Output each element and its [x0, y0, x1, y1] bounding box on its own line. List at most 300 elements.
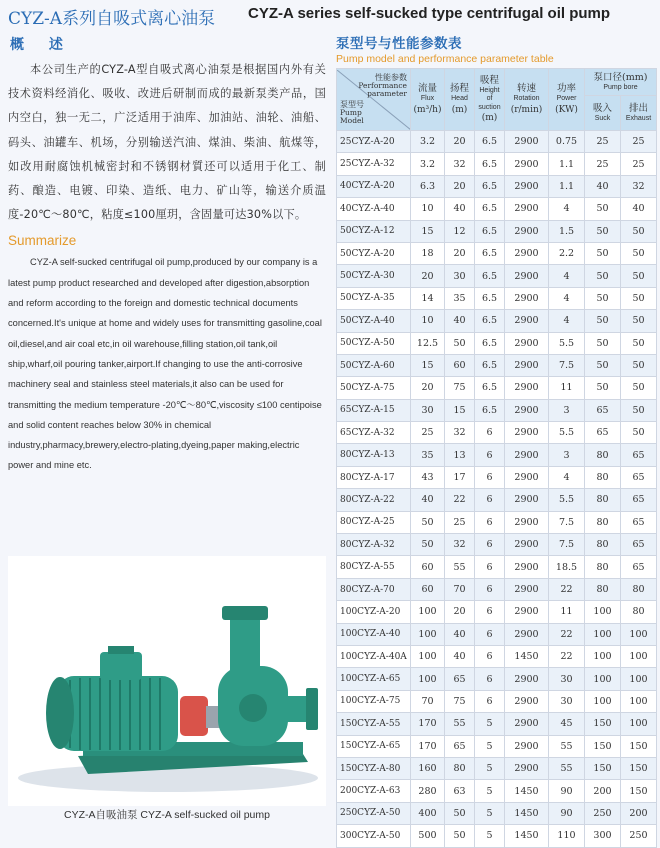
cell-suction: 6.5 [475, 332, 505, 354]
cell-suck-bore: 50 [585, 287, 621, 309]
cell-exhaust-bore: 100 [621, 623, 657, 645]
cell-head: 22 [445, 489, 475, 511]
table-row [337, 153, 657, 175]
table-row [337, 757, 657, 779]
cell-suck-bore: 50 [585, 198, 621, 220]
cell-flow: 25 [411, 422, 445, 444]
cell-power: 3 [549, 399, 585, 421]
cell-power: 7.5 [549, 534, 585, 556]
header-suction-en3: suction [478, 103, 501, 111]
cell-suction: 5 [475, 780, 505, 802]
header-exhaust [621, 96, 657, 131]
cell-speed: 2900 [505, 601, 549, 623]
cell-flow: 15 [411, 354, 445, 376]
cell-suck-bore: 80 [585, 556, 621, 578]
cell-speed: 1450 [505, 825, 549, 847]
cell-suction: 6 [475, 489, 505, 511]
summary-text-en: CYZ-A self-sucked centrifugal oil pump,produced by our company is a latest pump product researched and developed after digestion,absorption and reform according to the foreign and domestic technical documents concerned.It's unique at home and widely uses for transmitting gasoline,coal oil,diesel,and air coal etc,in oil warehouse,filling station,oil tank,oil ship,wharf,oil pouring tanker,airport.If changing to use the anti-corrosive machinery seal and stainless steel materials,it also can be used for transmitting the medium temperature -20℃～80℃,viscosity ≤100 centipoise and solid content reaches below 30% in chemical industry,pharmacy,brewery,electro-plating,dyeing,paper making,electric power and mine etc. [8, 257, 322, 471]
cell-suck-bore: 100 [585, 645, 621, 667]
table-row [337, 489, 657, 511]
cell-model: 100CYZ-A-65 [337, 668, 411, 690]
cell-speed: 2900 [505, 534, 549, 556]
table-row [337, 645, 657, 667]
cell-flow: 15 [411, 220, 445, 242]
cell-flow: 3.2 [411, 153, 445, 175]
cell-exhaust-bore: 80 [621, 578, 657, 600]
cell-power: 7.5 [549, 354, 585, 376]
photo-caption: CYZ-A自吸油泵 CYZ-A self-sucked oil pump [64, 809, 270, 821]
cell-head: 60 [445, 354, 475, 376]
cell-exhaust-bore: 65 [621, 444, 657, 466]
cell-model: 80CYZ-A-22 [337, 489, 411, 511]
cell-power: 4 [549, 310, 585, 332]
cell-head: 20 [445, 242, 475, 264]
cell-speed: 2900 [505, 265, 549, 287]
cell-suction: 5 [475, 713, 505, 735]
cell-suction: 6.5 [475, 242, 505, 264]
table-heading [336, 32, 656, 65]
cell-head: 40 [445, 623, 475, 645]
table-row [337, 735, 657, 757]
cell-suck-bore: 80 [585, 444, 621, 466]
cell-power: 11 [549, 377, 585, 399]
cell-suck-bore: 150 [585, 757, 621, 779]
cell-exhaust-bore: 65 [621, 511, 657, 533]
table-row [337, 131, 657, 153]
header-flow-en: Flux [420, 95, 435, 103]
table-row [337, 556, 657, 578]
cell-flow: 100 [411, 601, 445, 623]
cell-suction: 6 [475, 466, 505, 488]
header-suction-en1: Height [479, 86, 500, 94]
cell-flow: 10 [411, 198, 445, 220]
table-row [337, 310, 657, 332]
cell-power: 1.5 [549, 220, 585, 242]
header-head [445, 69, 475, 131]
table-row [337, 377, 657, 399]
header-speed [505, 69, 549, 131]
cell-model: 50CYZ-A-35 [337, 287, 411, 309]
cell-exhaust-bore: 50 [621, 332, 657, 354]
cell-exhaust-bore: 50 [621, 265, 657, 287]
cell-suck-bore: 65 [585, 399, 621, 421]
cell-speed: 2900 [505, 422, 549, 444]
cell-power: 30 [549, 690, 585, 712]
header-flow-unit: (m³/h) [413, 104, 442, 115]
cell-suction: 6 [475, 534, 505, 556]
cell-suck-bore: 80 [585, 489, 621, 511]
cell-speed: 2900 [505, 444, 549, 466]
cell-flow: 100 [411, 668, 445, 690]
cell-speed: 2900 [505, 175, 549, 197]
cell-exhaust-bore: 100 [621, 668, 657, 690]
cell-exhaust-bore: 100 [621, 690, 657, 712]
cell-head: 70 [445, 578, 475, 600]
cell-model: 150CYZ-A-55 [337, 713, 411, 735]
cell-speed: 2900 [505, 556, 549, 578]
header-model-en1: Pump [340, 107, 362, 117]
cell-flow: 60 [411, 578, 445, 600]
header-perf-cn: 性能参数 [375, 72, 407, 82]
cell-suction: 6.5 [475, 198, 505, 220]
cell-exhaust-bore: 150 [621, 757, 657, 779]
cell-power: 5.5 [549, 332, 585, 354]
parameter-table [336, 68, 657, 848]
cell-model: 100CYZ-A-75 [337, 690, 411, 712]
cell-model: 80CYZ-A-70 [337, 578, 411, 600]
cell-model: 100CYZ-A-20 [337, 601, 411, 623]
table-row [337, 780, 657, 802]
cell-speed: 2900 [505, 578, 549, 600]
cell-power: 5.5 [549, 422, 585, 444]
cell-suck-bore: 50 [585, 310, 621, 332]
table-row [337, 444, 657, 466]
cell-flow: 50 [411, 534, 445, 556]
cell-suck-bore: 150 [585, 713, 621, 735]
table-row [337, 623, 657, 645]
header-flow-cn: 流量 [417, 83, 437, 95]
cell-suck-bore: 250 [585, 802, 621, 824]
table-row [337, 265, 657, 287]
cell-suck-bore: 300 [585, 825, 621, 847]
cell-power: 22 [549, 645, 585, 667]
cell-head: 40 [445, 198, 475, 220]
summary-section [8, 34, 326, 476]
cell-head: 15 [445, 399, 475, 421]
table-row [337, 578, 657, 600]
cell-suck-bore: 50 [585, 354, 621, 376]
summary-text-cn: 本公司生产的CYZ-A型自吸式离心油泵是根据国内外有关技术资料经消化、吸收、改进后研制而成的最新泵类产品，国内空白，独一无二，广泛适用于油库、加油站、油轮、油船、码头、油罐车、机场，分别输送汽油、煤油、柴油、航煤等，如改用耐腐蚀机械密封和不锈钢材質还可以适用于化工、制药、酿造、电镀、印染、造纸、电力、矿山等，输送介质温度-20℃～80℃，粘度≤100厘玥，含固量可达30%以下。 [8, 63, 326, 222]
cell-suction: 6.5 [475, 175, 505, 197]
cell-flow: 400 [411, 802, 445, 824]
table-title-en: Pump model and performance parameter table [336, 53, 554, 65]
cell-speed: 2900 [505, 242, 549, 264]
table-row [337, 511, 657, 533]
cell-head: 55 [445, 713, 475, 735]
cell-model: 25CYZ-A-32 [337, 153, 411, 175]
cell-flow: 170 [411, 713, 445, 735]
header-head-en: Head [451, 95, 468, 103]
cell-speed: 2900 [505, 511, 549, 533]
cell-model: 40CYZ-A-20 [337, 175, 411, 197]
cell-flow: 43 [411, 466, 445, 488]
cell-exhaust-bore: 40 [621, 198, 657, 220]
cell-speed: 1450 [505, 802, 549, 824]
cell-head: 65 [445, 668, 475, 690]
table-row [337, 690, 657, 712]
cell-model: 80CYZ-A-13 [337, 444, 411, 466]
cell-flow: 6.3 [411, 175, 445, 197]
cell-suck-bore: 200 [585, 780, 621, 802]
cell-power: 0.75 [549, 131, 585, 153]
cell-flow: 70 [411, 690, 445, 712]
header-suck-en: Suck [594, 114, 611, 122]
cell-model: 300CYZ-A-50 [337, 825, 411, 847]
cell-model: 25CYZ-A-20 [337, 131, 411, 153]
header-power-unit: (KW) [555, 104, 578, 115]
cell-model: 150CYZ-A-80 [337, 757, 411, 779]
cell-head: 32 [445, 422, 475, 444]
header-flow [411, 69, 445, 131]
cell-exhaust-bore: 65 [621, 556, 657, 578]
cell-speed: 2900 [505, 198, 549, 220]
cell-head: 35 [445, 287, 475, 309]
cell-model: 65CYZ-A-15 [337, 399, 411, 421]
header-diagonal-cell [337, 69, 411, 131]
cell-suction: 6 [475, 556, 505, 578]
cell-suck-bore: 50 [585, 377, 621, 399]
cell-exhaust-bore: 50 [621, 399, 657, 421]
cell-speed: 2900 [505, 153, 549, 175]
cell-suck-bore: 80 [585, 511, 621, 533]
header-perf-en2: parameter [367, 89, 407, 98]
pump-illustration [8, 556, 326, 806]
cell-power: 110 [549, 825, 585, 847]
cell-speed: 2900 [505, 310, 549, 332]
cell-power: 55 [549, 735, 585, 757]
cell-speed: 2900 [505, 131, 549, 153]
table-row [337, 601, 657, 623]
cell-suction: 6.5 [475, 153, 505, 175]
cell-exhaust-bore: 250 [621, 825, 657, 847]
cell-head: 32 [445, 534, 475, 556]
cell-speed: 2900 [505, 668, 549, 690]
cell-exhaust-bore: 25 [621, 153, 657, 175]
cell-power: 11 [549, 601, 585, 623]
cell-power: 4 [549, 198, 585, 220]
cell-power: 45 [549, 713, 585, 735]
table-row [337, 802, 657, 824]
cell-power: 18.5 [549, 556, 585, 578]
title-en: CYZ-A series self-sucked type centrifugal oil pump [248, 5, 611, 22]
cell-power: 4 [549, 287, 585, 309]
header-model-cn: 泵型号 [340, 99, 364, 109]
cell-head: 25 [445, 511, 475, 533]
header-speed-unit: (r/min) [510, 104, 543, 115]
cell-flow: 100 [411, 645, 445, 667]
header-suction-en2: of [486, 95, 493, 103]
cell-head: 75 [445, 690, 475, 712]
cell-suck-bore: 25 [585, 153, 621, 175]
cell-speed: 2900 [505, 489, 549, 511]
cell-head: 63 [445, 780, 475, 802]
cell-model: 80CYZ-A-32 [337, 534, 411, 556]
cell-head: 20 [445, 131, 475, 153]
header-suck [585, 96, 621, 131]
cell-flow: 30 [411, 399, 445, 421]
table-row [337, 332, 657, 354]
cell-head: 13 [445, 444, 475, 466]
table-row [337, 354, 657, 376]
cell-head: 20 [445, 175, 475, 197]
cell-head: 12 [445, 220, 475, 242]
cell-model: 80CYZ-A-25 [337, 511, 411, 533]
cell-suction: 6.5 [475, 399, 505, 421]
cell-exhaust-bore: 50 [621, 242, 657, 264]
header-exhaust-en: Exhaust [625, 114, 652, 122]
table-row [337, 198, 657, 220]
cell-power: 22 [549, 578, 585, 600]
cell-power: 5.5 [549, 489, 585, 511]
header-power [549, 69, 585, 131]
table-row [337, 422, 657, 444]
cell-exhaust-bore: 200 [621, 802, 657, 824]
cell-suction: 5 [475, 802, 505, 824]
cell-head: 40 [445, 310, 475, 332]
table-row [337, 825, 657, 847]
cell-speed: 2900 [505, 332, 549, 354]
cell-flow: 14 [411, 287, 445, 309]
header-bore-en: Pump bore [603, 83, 638, 91]
cell-suck-bore: 100 [585, 690, 621, 712]
cell-suck-bore: 80 [585, 534, 621, 556]
table-row [337, 466, 657, 488]
cell-flow: 20 [411, 377, 445, 399]
cell-suction: 6.5 [475, 354, 505, 376]
header-speed-en: Rotation [513, 95, 540, 103]
cell-flow: 10 [411, 310, 445, 332]
cell-power: 90 [549, 780, 585, 802]
cell-suction: 6.5 [475, 220, 505, 242]
cell-head: 50 [445, 802, 475, 824]
cell-suck-bore: 100 [585, 601, 621, 623]
cell-head: 55 [445, 556, 475, 578]
cell-head: 50 [445, 332, 475, 354]
header-bore [585, 69, 657, 96]
cell-flow: 170 [411, 735, 445, 757]
table-title-cn: 泵型号与性能参数表 [336, 36, 462, 52]
cell-exhaust-bore: 65 [621, 534, 657, 556]
cell-speed: 2900 [505, 623, 549, 645]
cell-speed: 2900 [505, 287, 549, 309]
table-row [337, 220, 657, 242]
cell-speed: 2900 [505, 377, 549, 399]
cell-suction: 5 [475, 735, 505, 757]
cell-model: 50CYZ-A-40 [337, 310, 411, 332]
cell-exhaust-bore: 25 [621, 131, 657, 153]
cell-speed: 1450 [505, 645, 549, 667]
table-row [337, 242, 657, 264]
cell-power: 30 [549, 668, 585, 690]
cell-speed: 2900 [505, 713, 549, 735]
cell-exhaust-bore: 65 [621, 489, 657, 511]
cell-flow: 40 [411, 489, 445, 511]
cell-suck-bore: 80 [585, 466, 621, 488]
table-row [337, 534, 657, 556]
cell-flow: 35 [411, 444, 445, 466]
table-row [337, 668, 657, 690]
table-row [337, 399, 657, 421]
cell-suction: 6.5 [475, 131, 505, 153]
cell-model: 80CYZ-A-55 [337, 556, 411, 578]
cell-head: 80 [445, 757, 475, 779]
cell-suck-bore: 50 [585, 242, 621, 264]
cell-flow: 100 [411, 623, 445, 645]
cell-suction: 6.5 [475, 310, 505, 332]
cell-model: 250CYZ-A-50 [337, 802, 411, 824]
cell-suck-bore: 65 [585, 422, 621, 444]
cell-suck-bore: 25 [585, 131, 621, 153]
cell-head: 65 [445, 735, 475, 757]
cell-suction: 6 [475, 690, 505, 712]
cell-suction: 6 [475, 422, 505, 444]
cell-power: 2.2 [549, 242, 585, 264]
title-cn: CYZ-A系列自吸式离心油泵 [8, 9, 216, 29]
cell-power: 90 [549, 802, 585, 824]
cell-model: 100CYZ-A-40A [337, 645, 411, 667]
header-exhaust-cn: 排出 [628, 102, 648, 114]
cell-flow: 160 [411, 757, 445, 779]
cell-model: 150CYZ-A-65 [337, 735, 411, 757]
cell-model: 50CYZ-A-12 [337, 220, 411, 242]
cell-exhaust-bore: 100 [621, 713, 657, 735]
cell-model: 50CYZ-A-60 [337, 354, 411, 376]
cell-model: 200CYZ-A-63 [337, 780, 411, 802]
cell-speed: 2900 [505, 220, 549, 242]
cell-flow: 50 [411, 511, 445, 533]
cell-suction: 6 [475, 645, 505, 667]
cell-speed: 1450 [505, 780, 549, 802]
cell-suction: 6.5 [475, 265, 505, 287]
header-bore-cn: 泵口径(mm) [593, 71, 648, 83]
header-suction-unit: (m) [481, 113, 498, 124]
cell-speed: 2900 [505, 735, 549, 757]
header-power-en: Power [556, 95, 577, 103]
cell-exhaust-bore: 80 [621, 601, 657, 623]
table-row [337, 713, 657, 735]
header-model-en2: Model [340, 116, 364, 125]
cell-power: 1.1 [549, 175, 585, 197]
cell-power: 22 [549, 623, 585, 645]
cell-suction: 6 [475, 578, 505, 600]
cell-suction: 6 [475, 601, 505, 623]
cell-head: 75 [445, 377, 475, 399]
header-perf-en1: Performance [358, 80, 407, 90]
cell-exhaust-bore: 50 [621, 422, 657, 444]
cell-power: 4 [549, 466, 585, 488]
cell-flow: 3.2 [411, 131, 445, 153]
cell-suction: 6 [475, 511, 505, 533]
cell-suck-bore: 150 [585, 735, 621, 757]
summary-heading-cn: 概 述 [10, 37, 73, 53]
cell-exhaust-bore: 150 [621, 735, 657, 757]
header-head-cn: 扬程 [449, 83, 469, 95]
cell-head: 17 [445, 466, 475, 488]
cell-exhaust-bore: 100 [621, 645, 657, 667]
summary-heading-en: Summarize [8, 233, 77, 249]
cell-suction: 6 [475, 444, 505, 466]
header-suction-cn: 吸程 [479, 74, 499, 86]
cell-speed: 2900 [505, 466, 549, 488]
cell-flow: 18 [411, 242, 445, 264]
cell-speed: 2900 [505, 354, 549, 376]
cell-exhaust-bore: 50 [621, 220, 657, 242]
header-suck-cn: 吸入 [592, 102, 612, 114]
cell-exhaust-bore: 50 [621, 287, 657, 309]
page-header [0, 0, 660, 29]
header-power-cn: 功率 [556, 83, 576, 95]
cell-suction: 6 [475, 668, 505, 690]
cell-suction: 6.5 [475, 287, 505, 309]
cell-model: 40CYZ-A-40 [337, 198, 411, 220]
cell-exhaust-bore: 150 [621, 780, 657, 802]
table-row [337, 287, 657, 309]
cell-speed: 2900 [505, 399, 549, 421]
cell-exhaust-bore: 32 [621, 175, 657, 197]
cell-exhaust-bore: 50 [621, 310, 657, 332]
cell-head: 50 [445, 825, 475, 847]
cell-suction: 6.5 [475, 377, 505, 399]
